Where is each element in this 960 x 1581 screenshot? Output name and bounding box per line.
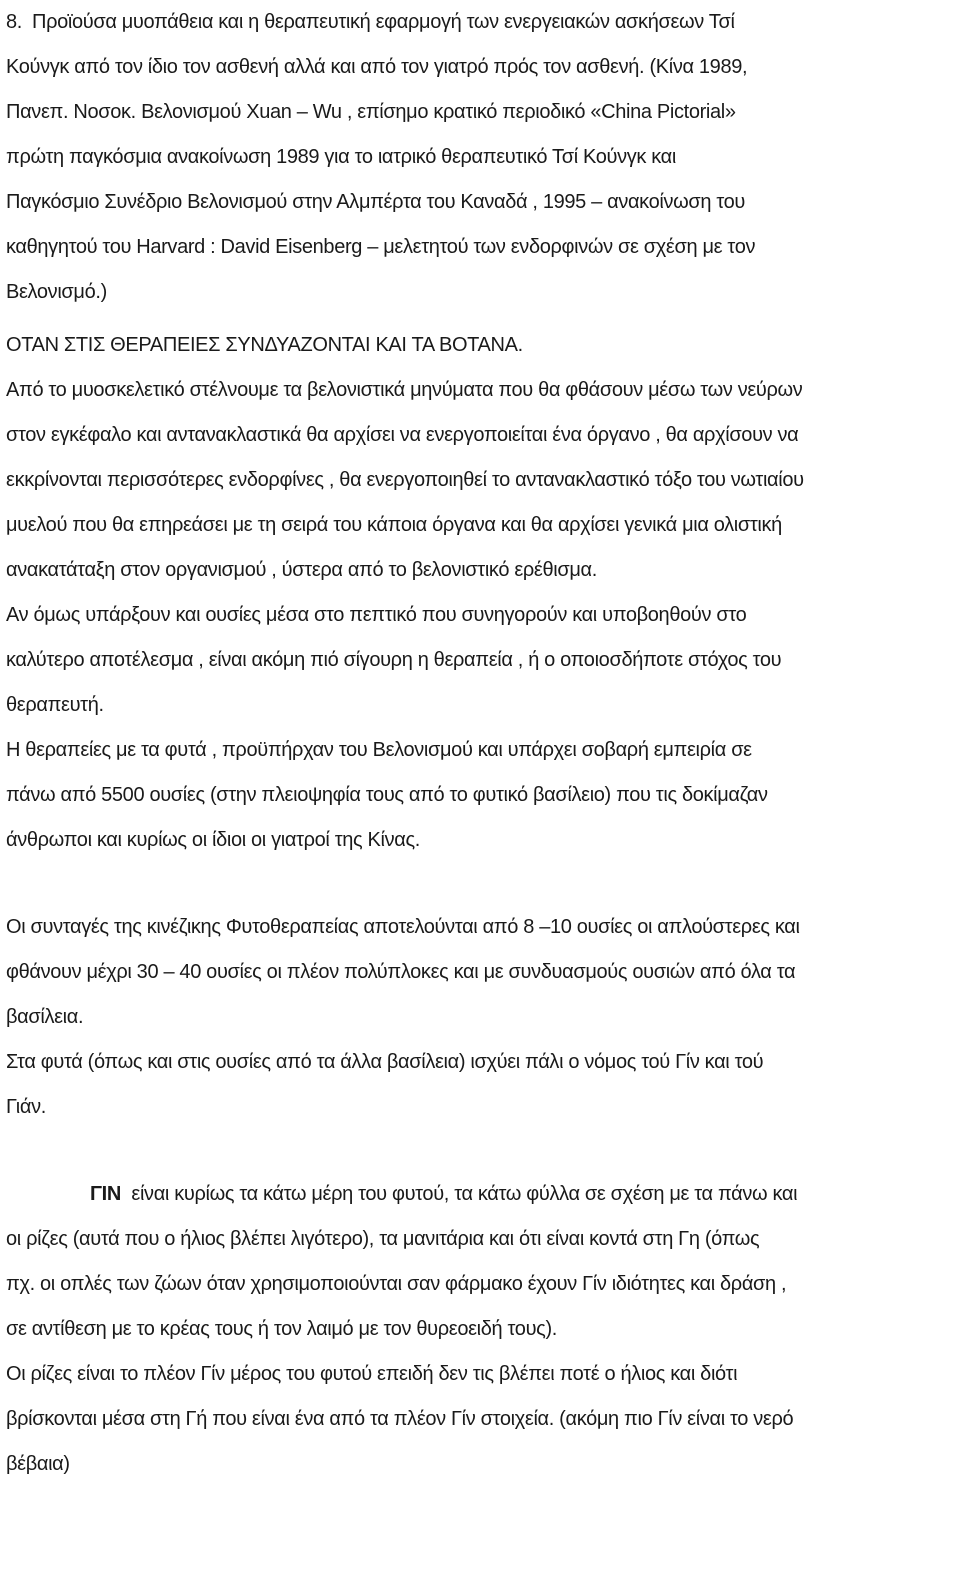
text-line: Αν όμως υπάρξουν και ουσίες μέσα στο πεπτικό που συνηγορούν και υποβοηθούν στο [6, 604, 747, 626]
paragraph-yin-yang [6, 1040, 950, 1130]
text-line: καλύτερο αποτέλεσμα , είναι ακόμη πιό σίγουρη η θεραπεία , ή ο οποιοσδήποτε στόχος του [6, 649, 782, 671]
document-page [6, 0, 950, 1487]
paragraph-yin-definition [6, 1172, 950, 1352]
text-line: βασίλεια. [6, 1006, 84, 1028]
yin-term: ΓΙΝ [90, 1183, 121, 1205]
text-line [6, 1172, 950, 1217]
text-line: Γιάν. [6, 1096, 46, 1118]
text-line: Προϊούσα μυοπάθεια και η θεραπευτική εφαρμογή των ενεργειακών ασκήσεων Τσί [32, 11, 735, 33]
text-line: θεραπευτή. [6, 694, 104, 716]
paragraph-roots [6, 1352, 950, 1487]
numbered-item-8 [6, 0, 950, 315]
item-8-text [6, 0, 950, 315]
text-line: Οι ρίζες είναι το πλέον Γίν μέρος του φυτού επειδή δεν τις βλέπει ποτέ ο ήλιος και διότι [6, 1363, 738, 1385]
text-line: Από το μυοσκελετικό στέλνουμε τα βελονιστικά μηνύματα που θα φθάσουν μέσω των νεύρων [6, 379, 803, 401]
text-line: οι ρίζες (αυτά που ο ήλιος βλέπει λιγότερο), τα μανιτάρια και ότι είναι κοντά στη Γη (όπως [6, 1228, 760, 1250]
text-line: βρίσκονται μέσα στη Γή που είναι ένα από τα πλέον Γίν στοιχεία. (ακόμη πιο Γίν είναι το νερό [6, 1408, 794, 1430]
section-heading: ΟΤΑΝ ΣΤΙΣ ΘΕΡΑΠΕΙΕΣ ΣΥΝΔΥΑΖΟΝΤΑΙ ΚΑΙ ΤΑ ΒΟΤΑΝΑ. [6, 334, 523, 356]
paragraph-musculoskeletal [6, 368, 950, 593]
text-line: Οι συνταγές της κινέζικης Φυτοθεραπείας αποτελούνται από 8 –10 ουσίες οι απλούστερες και [6, 916, 800, 938]
text-line: καθηγητού του Harvard : David Eisenberg – μελετητού των ενδορφινών σε σχέση με τον [6, 236, 756, 258]
paragraph-recipes [6, 905, 950, 1040]
text-line: Η θεραπείες με τα φυτά , προϋπήρχαν του Βελονισμού και υπάρχει σοβαρή εμπειρία σε [6, 739, 752, 761]
text-line: Πανεπ. Νοσοκ. Βελονισμού Xuan – Wu , επίσημο κρατικό περιοδικό «China Pictorial» [6, 101, 736, 123]
text-line: μυελού που θα επηρεάσει με τη σειρά του κάποια όργανα και θα αρχίσει γενικά μια ολιστική [6, 514, 782, 536]
text-line: Κούνγκ από τον ίδιο τον ασθενή αλλά και από τον γιατρό πρός τον ασθενή. (Κίνα 1989, [6, 56, 748, 78]
text-line: πρώτη παγκόσμια ανακοίνωση 1989 για το ιατρικό θεραπευτικό Τσί Κούνγκ και [6, 146, 676, 168]
paragraph-plant-therapies [6, 728, 950, 863]
text-line: Βελονισμό.) [6, 281, 107, 303]
text-line: βέβαια) [6, 1453, 70, 1475]
text-line: ανακατάταξη στον οργανισμού , ύστερα από το βελονιστικό ερέθισμα. [6, 559, 597, 581]
text-line: άνθρωποι και κυρίως οι ίδιοι οι γιατροί της Κίνας. [6, 829, 420, 851]
text-line: στον εγκέφαλο και αντανακλαστικά θα αρχίσει να ενεργοποιείται ένα όργανο , θα αρχίσουν να [6, 424, 799, 446]
text-line: πάνω από 5500 ουσίες (στην πλειοψηφία τους από το φυτικό βασίλειο) που τις δοκίμαζαν [6, 784, 768, 806]
text-line: πχ. οι οπλές των ζώων όταν χρησιμοποιούνται σαν φάρμακο έχουν Γίν ιδιότητες και δράση , [6, 1273, 787, 1295]
item-number: 8. [6, 11, 22, 33]
text-line: Στα φυτά (όπως και στις ουσίες από τα άλλα βασίλεια) ισχύει πάλι ο νόμος τού Γίν και τού [6, 1051, 764, 1073]
text-line: φθάνουν μέχρι 30 – 40 ουσίες οι πλέον πολύπλοκες και με συνδυασμούς ουσιών από όλα τα [6, 961, 796, 983]
text-line: εκκρίνονται περισσότερες ενδορφίνες , θα ενεργοποιηθεί το αντανακλαστικό τόξο του νωτιαίου [6, 469, 804, 491]
paragraph-substances [6, 593, 950, 728]
text-line: σε αντίθεση με το κρέας τους ή τον λαιμό με τον θυρεοειδή τους). [6, 1318, 557, 1340]
text-line: Παγκόσμιο Συνέδριο Βελονισμού στην Αλμπέρτα του Καναδά , 1995 – ανακοίνωση του [6, 191, 745, 213]
yin-first-line: είναι κυρίως τα κάτω μέρη του φυτού, τα κάτω φύλλα σε σχέση με τα πάνω και [120, 1183, 798, 1205]
